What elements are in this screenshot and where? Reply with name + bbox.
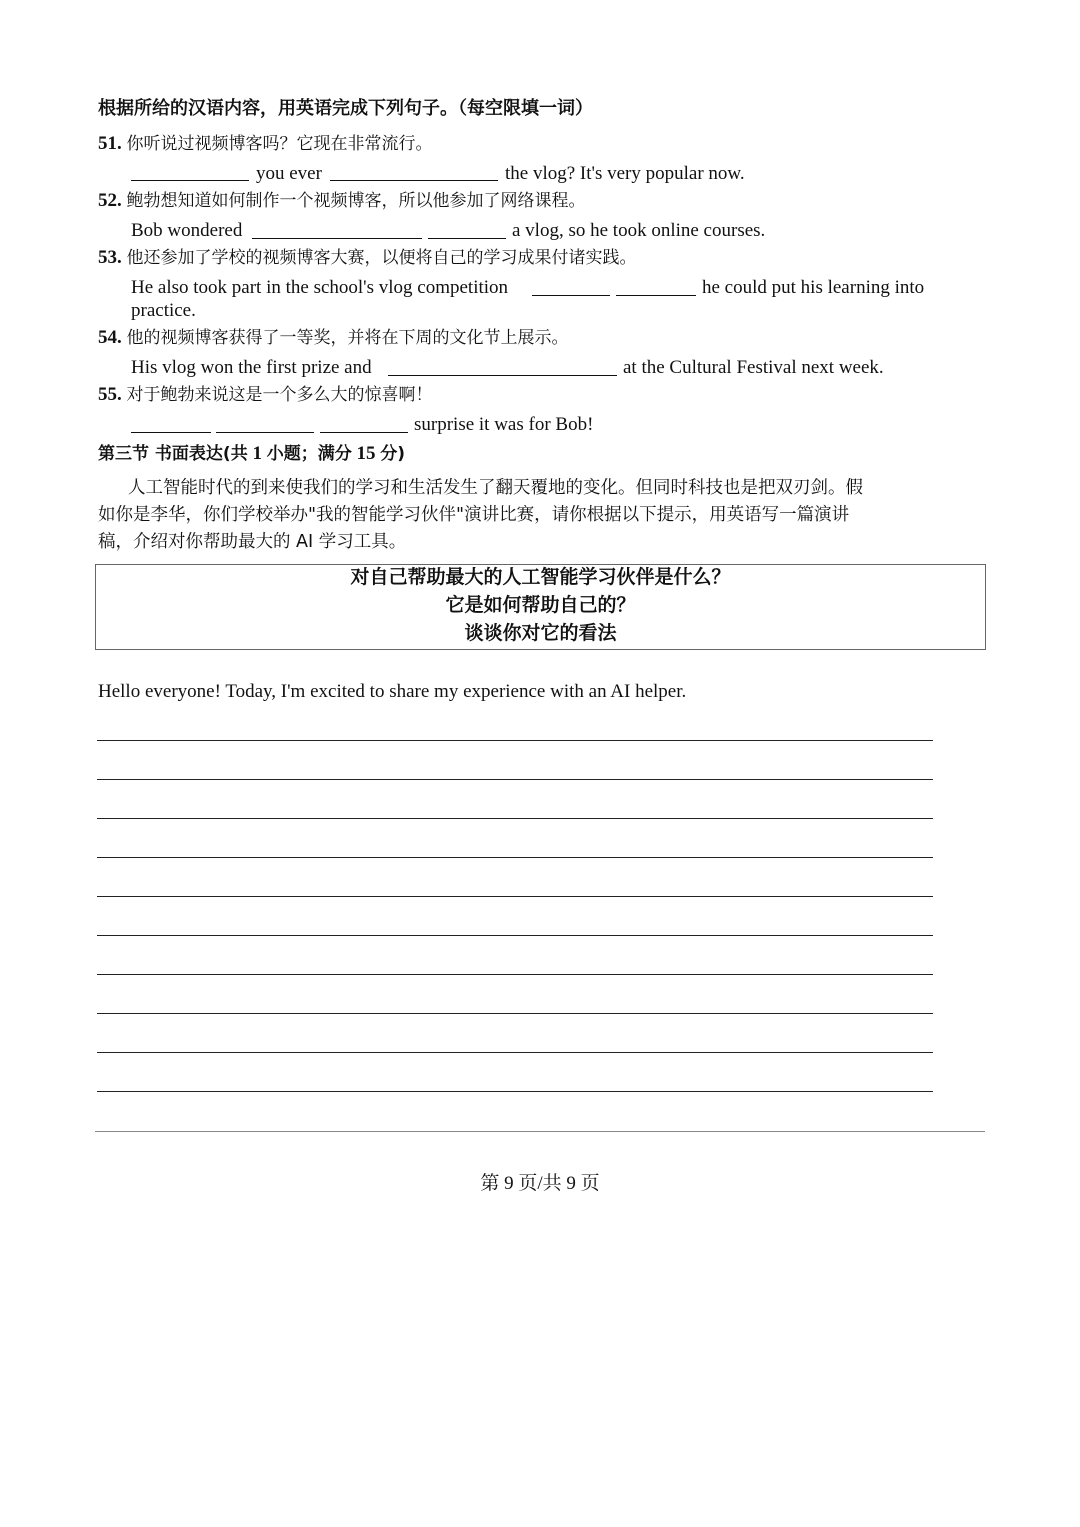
- answer-blank[interactable]: [320, 432, 408, 433]
- question-53-english-part: practice.: [131, 300, 196, 321]
- question-53-english-part: he could put his learning into: [702, 277, 925, 298]
- question-53-english-part: He also took part in the school's vlog competition: [131, 277, 509, 298]
- writing-line[interactable]: [97, 896, 933, 897]
- question-52-chinese: [98, 189, 586, 213]
- question-number: 54.: [98, 327, 122, 348]
- writing-line[interactable]: [97, 1052, 933, 1053]
- question-52-english-part: a vlog, so he took online courses.: [512, 220, 766, 241]
- question-55-english-part: surprise it was for Bob!: [414, 414, 594, 435]
- heading-text: 小题；满分: [266, 444, 352, 464]
- question-55-chinese: [98, 383, 433, 407]
- writing-prompt-line: 人工智能时代的到来使我们的学习和生活发生了翻天覆地的变化。但同时科技也是把双刃剑。假: [128, 478, 863, 498]
- heading-count: 1: [252, 443, 262, 464]
- question-number: 51.: [98, 133, 122, 154]
- writing-prompt-line: 如你是李华，你们学校举办"我的智能学习伙伴"演讲比赛，请你根据以下提示，用英语写一篇演讲: [98, 505, 850, 525]
- question-54-english-part: His vlog won the first prize and: [131, 357, 372, 378]
- answer-blank[interactable]: [216, 432, 314, 433]
- question-chinese-text: 他还参加了学校的视频博客大赛，以便将自己的学习成果付诸实践。: [126, 248, 637, 268]
- writing-line[interactable]: [97, 1013, 933, 1014]
- question-number: 52.: [98, 190, 122, 211]
- question-51-english-part: you ever: [256, 163, 322, 184]
- answer-blank[interactable]: [616, 295, 696, 296]
- footer-divider: [95, 1131, 985, 1132]
- question-number: 53.: [98, 247, 122, 268]
- section-instruction: 根据所给的汉语内容，用英语完成下列句子。（每空限填一词）: [98, 98, 593, 119]
- question-number: 55.: [98, 384, 122, 405]
- hint-line: 对自己帮助最大的人工智能学习伙伴是什么？: [350, 566, 731, 588]
- question-chinese-text: 对于鲍勃来说这是一个多么大的惊喜啊！: [126, 385, 433, 405]
- hint-line: 谈谈你对它的看法: [464, 622, 617, 644]
- answer-blank[interactable]: [388, 375, 617, 376]
- page-number: 第 9 页/共 9 页: [480, 1173, 600, 1194]
- heading-text: 分): [380, 444, 405, 464]
- answer-blank[interactable]: [131, 180, 249, 181]
- writing-line[interactable]: [97, 974, 933, 975]
- question-51-chinese: [98, 132, 433, 156]
- hint-line: 它是如何帮助自己的？: [445, 594, 636, 616]
- writing-hints-box: [95, 564, 986, 650]
- writing-line[interactable]: [97, 935, 933, 936]
- question-52-english-part: Bob wondered: [131, 220, 243, 241]
- question-53-chinese: [98, 246, 637, 270]
- answer-blank[interactable]: [131, 432, 211, 433]
- heading-score: 15: [356, 443, 376, 464]
- heading-text: 第三节 书面表达(共: [98, 444, 248, 464]
- question-chinese-text: 你听说过视频博客吗？它现在非常流行。: [126, 134, 433, 154]
- writing-line[interactable]: [97, 818, 933, 819]
- essay-opening-sentence: Hello everyone! Today, I'm excited to share my experience with an AI helper.: [98, 681, 687, 702]
- question-51-english-part: the vlog? It's very popular now.: [505, 163, 745, 184]
- question-chinese-text: 他的视频博客获得了一等奖，并将在下周的文化节上展示。: [126, 328, 569, 348]
- answer-blank[interactable]: [330, 180, 498, 181]
- writing-prompt-line: 稿，介绍对你帮助最大的 AI 学习工具。: [98, 532, 407, 552]
- answer-blank[interactable]: [532, 295, 610, 296]
- answer-blank[interactable]: [252, 238, 422, 239]
- question-chinese-text: 鲍勃想知道如何制作一个视频博客，所以他参加了网络课程。: [126, 191, 586, 211]
- writing-section-heading: [98, 442, 405, 466]
- writing-line[interactable]: [97, 857, 933, 858]
- question-54-chinese: [98, 326, 569, 350]
- writing-line[interactable]: [97, 779, 933, 780]
- answer-blank[interactable]: [428, 238, 506, 239]
- writing-line[interactable]: [97, 1091, 933, 1092]
- writing-line[interactable]: [97, 740, 933, 741]
- question-54-english-part: at the Cultural Festival next week.: [623, 357, 884, 378]
